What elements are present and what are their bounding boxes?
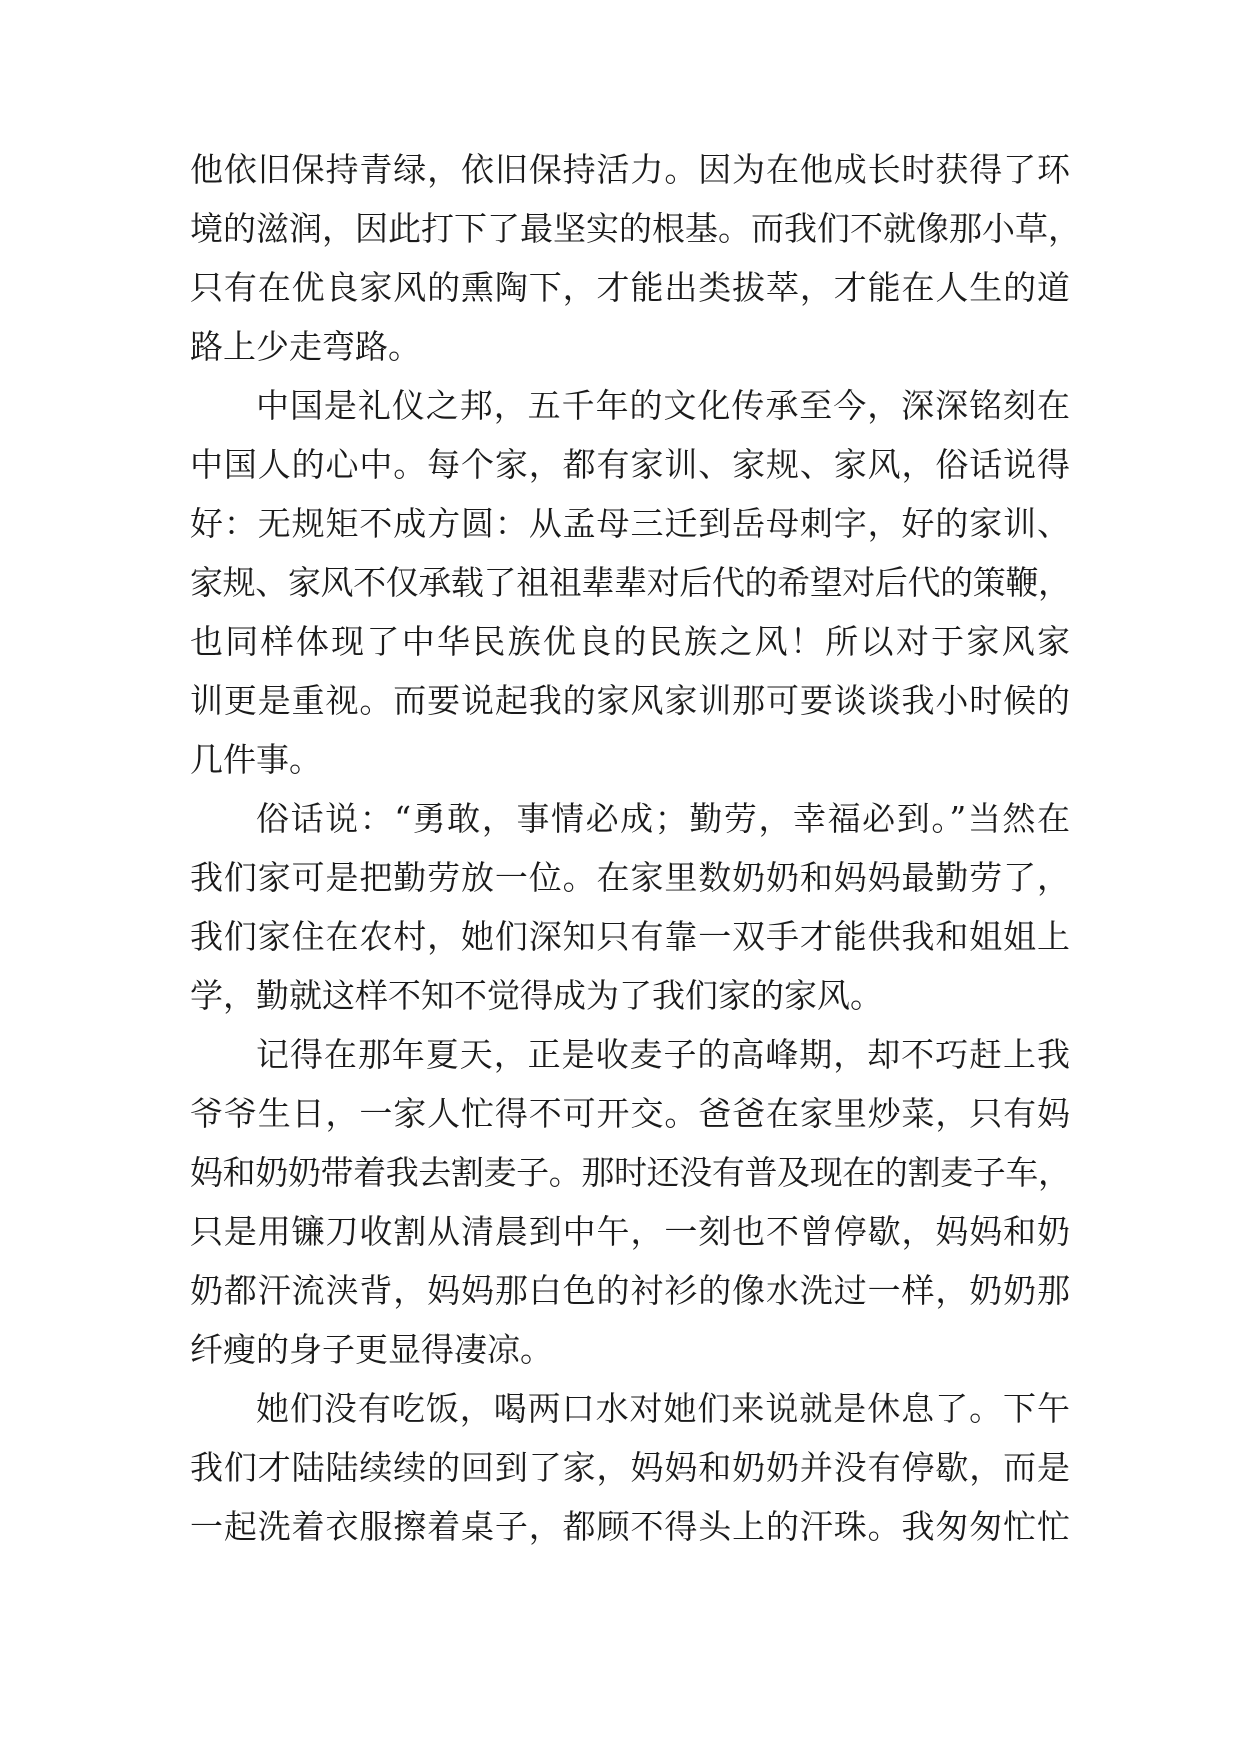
- text-line: 我们家可是把勤劳放一位。在家里数奶奶和妈妈最勤劳了，: [190, 858, 1070, 897]
- text-line: 几件事。: [190, 740, 322, 779]
- text-line: 只有在优良家风的熏陶下，才能出类拔萃，才能在人生的道: [190, 268, 1070, 307]
- text-line: 我们才陆陆续续的回到了家，妈妈和奶奶并没有停歇，而是: [190, 1448, 1070, 1487]
- text-line: 我们家住在农村，她们深知只有靠一双手才能供我和姐姐上: [190, 917, 1070, 956]
- text-line: 好：无规矩不成方圆：从孟母三迁到岳母刺字，好的家训、: [190, 504, 1070, 543]
- text-line: 他依旧保持青绿，依旧保持活力。因为在他成长时获得了环: [190, 150, 1070, 189]
- text-line: 纤瘦的身子更显得凄凉。: [190, 1330, 553, 1369]
- text-line: 学，勤就这样不知不觉得成为了我们家的家风。: [190, 976, 883, 1015]
- text-line: 爷爷生日，一家人忙得不可开交。爸爸在家里炒菜，只有妈: [190, 1094, 1070, 1133]
- text-line: 也同样体现了中华民族优良的民族之风！所以对于家风家: [190, 622, 1070, 661]
- text-line: 路上少走弯路。: [190, 327, 421, 366]
- text-line: 家规、家风不仅承载了祖祖辈辈对后代的希望对后代的策鞭，: [190, 563, 1070, 602]
- text-line: 训更是重视。而要说起我的家风家训那可要谈谈我小时候的: [190, 681, 1070, 720]
- text-line: 一起洗着衣服擦着桌子，都顾不得头上的汗珠。我匆匆忙忙: [190, 1507, 1070, 1546]
- text-line: 奶都汗流浃背，妈妈那白色的衬衫的像水洗过一样，奶奶那: [190, 1271, 1070, 1310]
- text-line: 中国人的心中。每个家，都有家训、家规、家风，俗话说得: [190, 445, 1070, 484]
- text-line: 俗话说：“勇敢，事情必成；勤劳，幸福必到。”当然在: [256, 799, 1070, 838]
- text-line: 只是用镰刀收割从清晨到中午，一刻也不曾停歇，妈妈和奶: [190, 1212, 1070, 1251]
- text-line: 妈和奶奶带着我去割麦子。那时还没有普及现在的割麦子车，: [190, 1153, 1070, 1192]
- text-line: 记得在那年夏天，正是收麦子的高峰期，却不巧赶上我: [256, 1035, 1070, 1074]
- text-line: 她们没有吃饭，喝两口水对她们来说就是休息了。下午: [256, 1389, 1070, 1428]
- text-line: 中国是礼仪之邦，五千年的文化传承至今，深深铭刻在: [256, 386, 1070, 425]
- text-line: 境的滋润，因此打下了最坚实的根基。而我们不就像那小草，: [190, 209, 1081, 248]
